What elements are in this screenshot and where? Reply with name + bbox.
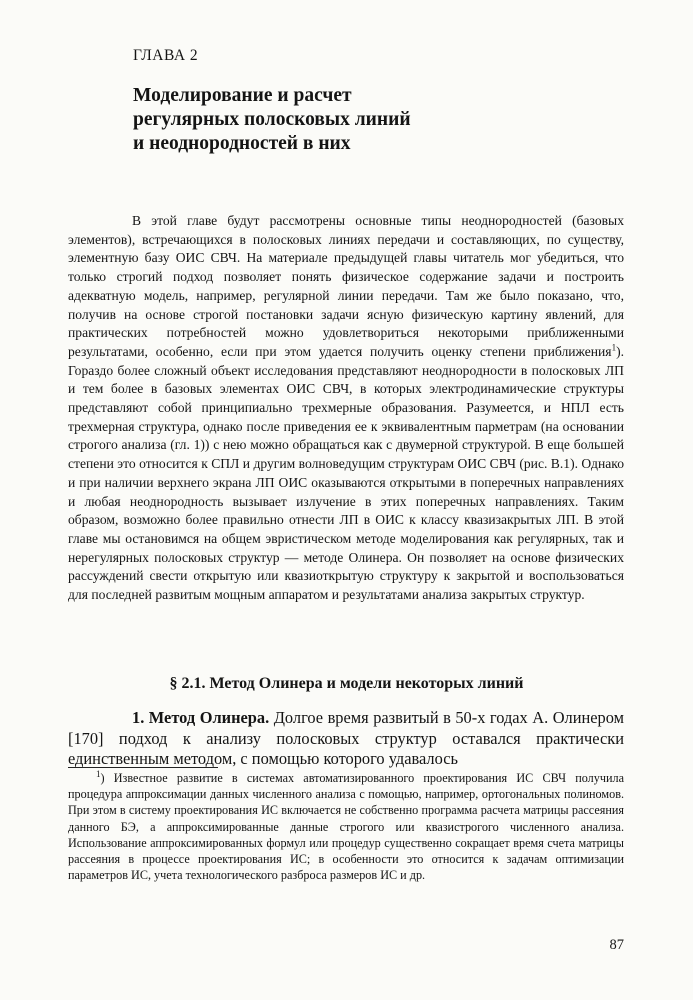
chapter-title-line: Моделирование и расчет	[133, 85, 352, 106]
subsection-title: 1. Метод Олинера.	[132, 708, 270, 727]
footnote-divider	[68, 767, 218, 768]
chapter-title	[133, 84, 553, 156]
subsection-paragraph	[68, 708, 624, 770]
section-heading: § 2.1. Метод Олинера и модели некоторых линий	[169, 675, 524, 692]
chapter-title-line: и неоднородностей в них	[133, 133, 351, 154]
footnote	[68, 770, 624, 883]
chapter-title-line: регулярных полосковых линий	[133, 109, 411, 130]
footnote-mark: 1	[96, 768, 101, 779]
footnote-reference: 1	[611, 342, 617, 353]
subsection-text: Долгое время развитый в 50-х годах А. Олинером [170] подход к анализу полосковых структур оставался практически единственным методом, с помощью которого удавалось	[68, 708, 624, 768]
footnote-text: ) Известное развитие в системах автоматизированного проектирования ИС СВЧ получила процедура аппроксимации данных численного анализа с помощью, например, ортогональных полиномов. При этом в систему проектирования ИС включается не собственно программа расчета матрицы рассеяния данного БЭ, а аппроксимированные данные строгого или квазистрогого численного анализа. Использование аппроксимированных формул или процедур существенно сокращает время счета матрицы рассеяния в процессе проектирования ИС; в особенности это относится к задачам оптимизации параметров ИС, учета технологического разброса размеров ИС и др.	[68, 771, 624, 883]
intro-paragraph	[68, 212, 624, 605]
intro-text: В этой главе будут рассмотрены основные типы неоднородностей (базовых элементов), встречающихся в полосковых линиях передачи и составляющих, по существу, элементную базу ОИС СВЧ. На материале предыдущей главы читатель мог убедиться, что только строгий подход позволяет понять физическое содержание задачи и построить адекватную модель, например, регулярной линии передачи. Там же было показано, что, получив на основе строгой постановки задачи ясную физическую картину явлений, для практических потребностей можно удовлетвориться некоторыми приближенными результатами, особенно, если при этом удается получить оценку степени приближения	[68, 213, 624, 359]
intro-text-continued: ). Гораздо более сложный объект исследования представляют неоднородности в полосковых ЛП и тем более в базовых элементах ОИС СВЧ, в которых электродинамические структуры представляют собой принципиально трехмерные образования. Разумеется, и НПЛ есть трехмерная структура, однако после приведения ее к эквивалентным парметрам (на основании строгого анализа (гл. 1)) с нею можно обращаться как с двумерной структурой. В еще большей степени это относится к СПЛ и другим волноведущим структурам ОИС СВЧ (рис. В.1). Однако и при наличии верхнего экрана ЛП ОИС оказываются открытыми в поперечных направлениях и любая неоднородность вызывает излучение в этих поперечных направлениях. Таким образом, возможно более правильно отнести ЛП в ОИС к классу квазизакрытых ЛП. В этой главе мы остановимся на общем эвристическом методе моделирования как регулярных, так и нерегулярных полосковых структур — методе Олинера. Он позволяет на основе физических рассуждений свести открытую или квазиоткрытую структуру к закрытой и воспользоваться для последней развитым мощным аппаратом и результатами анализа закрытых структур.	[68, 343, 624, 603]
chapter-label: ГЛАВА 2	[133, 47, 199, 64]
page-number: 87	[609, 937, 624, 953]
